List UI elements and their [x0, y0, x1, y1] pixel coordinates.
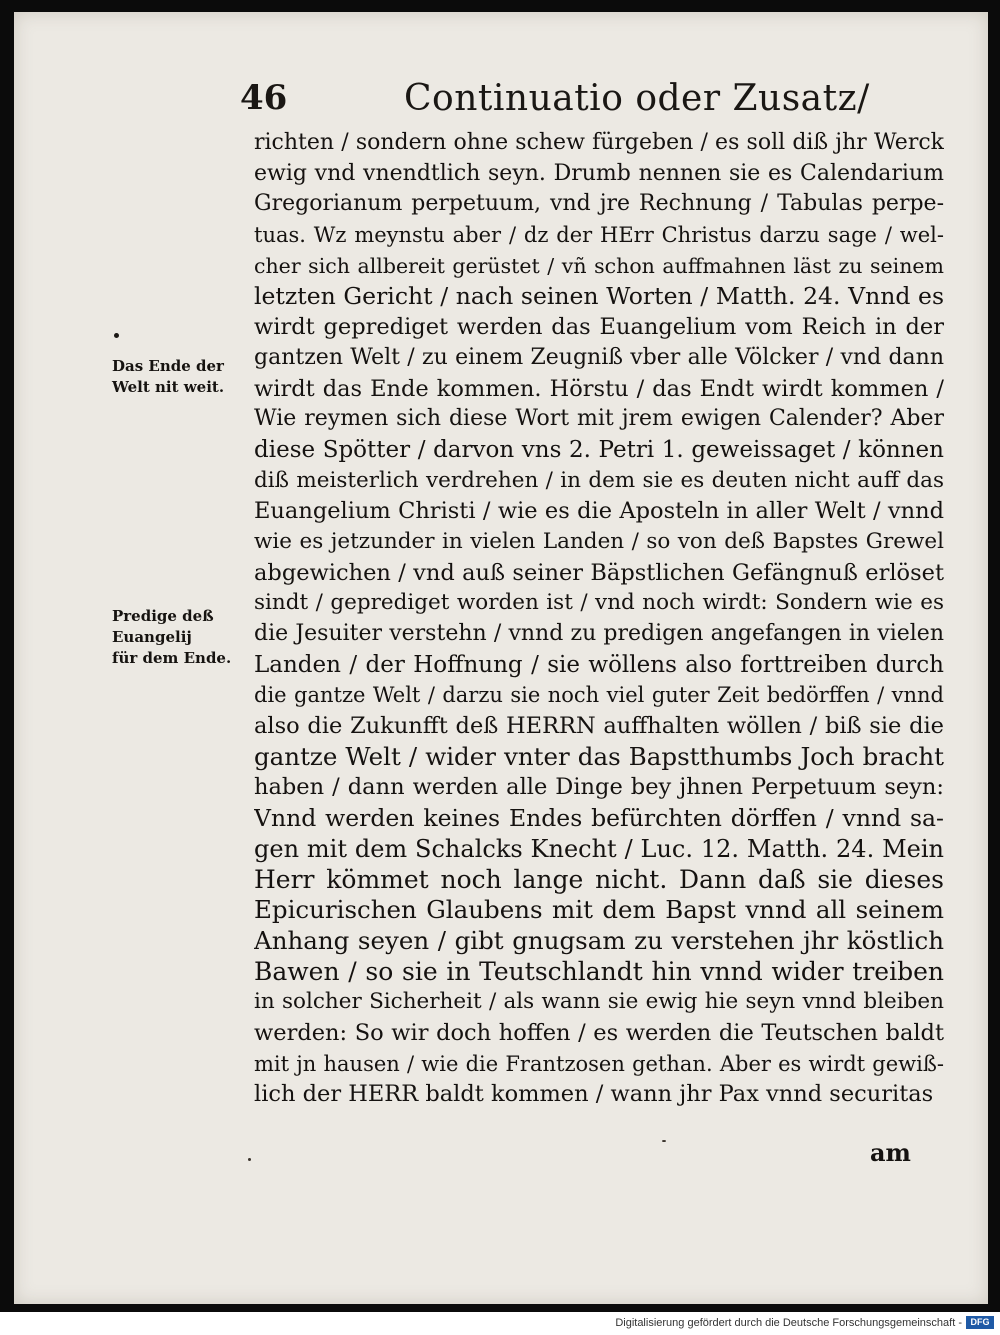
- text-line: abgewichen / vnd auß seiner Bäpstlichen Gefängnuß erlöset: [254, 559, 944, 586]
- margin-note-preaching-gospel: [112, 606, 252, 669]
- text-line: gantze Welt / wider vnter das Bapstthumbs Joch bracht: [254, 741, 944, 771]
- text-line: wirdt geprediget werden das Euangelium vom Reich in der: [254, 314, 944, 341]
- text-line: lich der HERR baldt kommen / wann jhr Pax vnnd securitas: [254, 1081, 934, 1108]
- text-line: Vnnd werden keines Endes befürchten dörffen / vnnd sa-: [254, 804, 944, 833]
- text-line: wirdt das Ende kommen. Hörstu / das Endt wirdt kommen /: [254, 375, 944, 402]
- text-line: Landen / der Hoffnung / sie wöllens also forttreiben durch: [254, 651, 944, 678]
- text-line: werden: So wir doch hoffen / es werden die Teutschen baldt: [254, 1019, 944, 1046]
- text-line: Anhang seyen / gibt gnugsam zu verstehen jhr köstlich: [254, 925, 944, 955]
- text-line: ewig vnd vnendtlich seyn. Drumb nennen sie es Calendarium: [254, 160, 944, 186]
- text-line: Herr kömmet noch lange nicht. Dann daß sie dieses: [254, 864, 944, 894]
- text-line: wie es jetzunder in vielen Landen / so von deß Bapstes Grewel: [254, 528, 944, 554]
- text-line: die gantze Welt / darzu sie noch viel guter Zeit bedörffen / vnnd: [254, 683, 944, 708]
- margin-note-end-of-world: [112, 356, 252, 398]
- text-line: Euangelium Christi / wie es die Aposteln in aller Welt / vnnd: [254, 498, 944, 525]
- margin-note-line: Predige deß: [112, 607, 214, 625]
- text-line: sindt / geprediget worden ist / vnd noch wirdt: Sondern wie es: [254, 590, 944, 616]
- margin-dot: [114, 333, 119, 338]
- margin-note-line: Das Ende der: [112, 357, 224, 375]
- body-text: [254, 128, 944, 1110]
- funding-credit: Digitalisierung gefördert durch die Deutsche Forschungsgemeinschaft -: [615, 1317, 962, 1329]
- text-line: Wie reymen sich diese Wort mit jrem ewigen Calender? Aber: [254, 406, 944, 432]
- text-line: also die Zukunfft deß HERRN auffhalten wöllen / biß sie die: [254, 713, 944, 740]
- margin-note-line: Euangelij: [112, 628, 192, 646]
- text-line: cher sich allbereit gerüstet / vñ schon auffmahnen läst zu seinem: [254, 253, 944, 278]
- text-line: in solcher Sicherheit / als wann sie ewig hie seyn vnnd bleiben: [254, 989, 944, 1015]
- text-line: haben / dann werden alle Dinge bey jhnen Perpetuum seyn:: [254, 774, 944, 801]
- text-line: diß meisterlich verdrehen / in dem sie es deuten nicht auff das: [254, 467, 944, 493]
- text-line: diese Spötter / darvon vns 2. Petri 1. geweissaget / können: [254, 436, 944, 463]
- text-line: Bawen / so sie in Teutschlandt hin vnnd wider treiben: [254, 956, 944, 986]
- running-title: Continuatio oder Zusatz/: [404, 78, 870, 119]
- text-line: richten / sondern ohne schew fürgeben / es soll diß jhr Werck: [254, 130, 944, 155]
- catchword: am: [870, 1138, 911, 1167]
- page-number: 46: [240, 78, 288, 118]
- dfg-logo-icon: DFG: [966, 1316, 994, 1329]
- text-line: letzten Gericht / nach seinen Worten / Matth. 24. Vnnd es: [254, 282, 944, 311]
- ink-speck: [248, 1158, 251, 1161]
- ink-speck: [662, 1140, 666, 1142]
- text-line: gen mit dem Schalcks Knecht / Luc. 12. Matth. 24. Mein: [254, 834, 944, 863]
- footer-bar: [0, 1312, 1000, 1335]
- text-line: mit jn hausen / wie die Frantzosen gethan. Aber es wirdt gewiß-: [254, 1051, 944, 1076]
- margin-note-line: für dem Ende.: [112, 649, 232, 667]
- margin-note-line: Welt nit weit.: [112, 378, 225, 396]
- text-line: Epicurischen Glaubens mit dem Bapst vnnd all seinem: [254, 895, 944, 925]
- text-line: Gregorianum perpetuum, vnd jre Rechnung / Tabulas perpe-: [254, 191, 944, 217]
- text-line: die Jesuiter verstehn / vnnd zu predigen angefangen in vielen: [254, 621, 944, 646]
- text-line: gantzen Welt / zu einem Zeugniß vber alle Völcker / vnd dann: [254, 344, 944, 370]
- page-header: [240, 68, 870, 128]
- text-line: tuas. Wz meynstu aber / dz der HErr Christus darzu sage / wel-: [254, 223, 944, 248]
